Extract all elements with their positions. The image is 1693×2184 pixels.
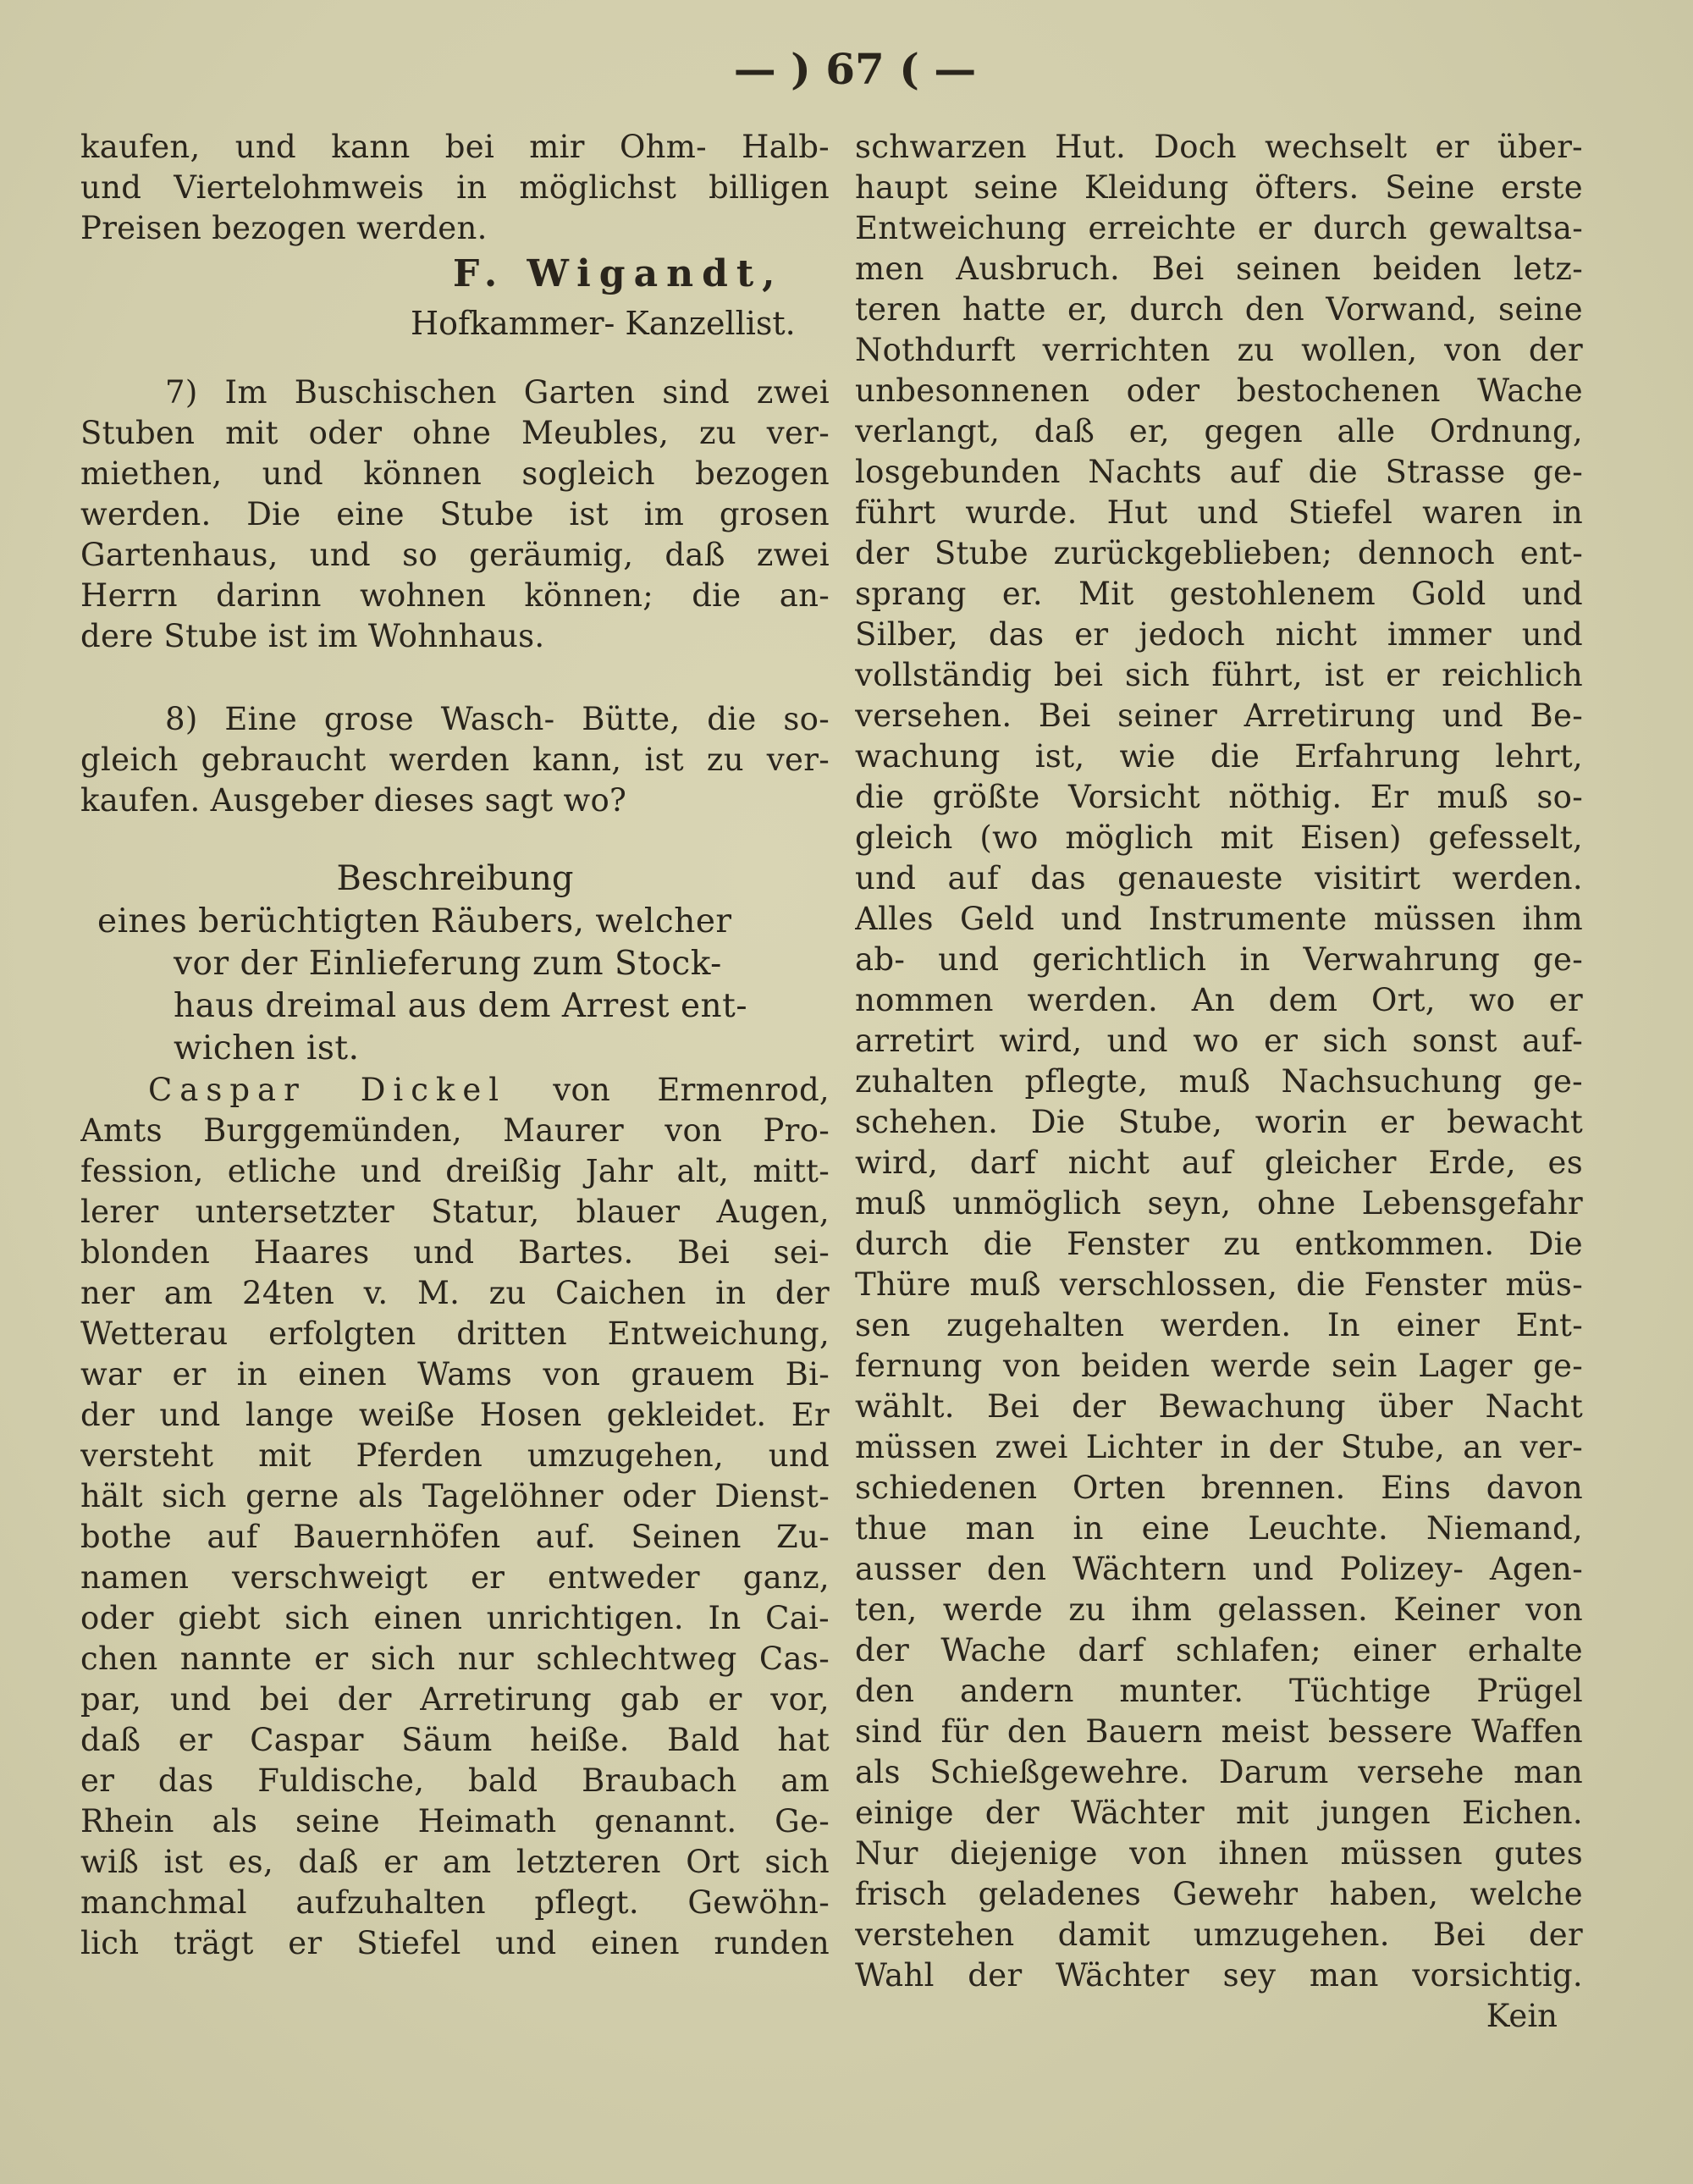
text-line: Wetterau erfolgten dritten Entweichung, [80,1315,830,1352]
text-line: führt wurde. Hut und Stiefel waren in [855,494,1583,531]
text-line: miethen, und können sogleich bezogen [80,455,830,492]
text-line: fernung von beiden werde sein Lager ge- [855,1348,1583,1384]
text-line: versteht mit Pferden umzugehen, und [80,1437,830,1474]
text-line: schehen. Die Stube, worin er bewacht [855,1104,1583,1140]
text-line: werden. Die eine Stube ist im grosen [80,496,830,532]
ad-continued [80,127,830,347]
text-line: versehen. Bei seiner Arretirung und Be- [855,698,1583,734]
text-line: war er in einen Wams von grauem Bi- [80,1356,830,1393]
text-line: verstehen damit umzugehen. Bei der [855,1917,1583,1953]
section-subtitle: vor der Einlieferung zum Stock- [174,945,722,983]
text-line: dere Stube ist im Wohnhaus. [80,618,545,654]
text-line: vollständig bei sich führt, ist er reichlich [855,657,1583,693]
text-line: gleich (wo möglich mit Eisen) gefesselt, [855,819,1583,856]
text-line: arretirt wird, und wo er sich sonst auf- [855,1023,1583,1059]
text-line: sprang er. Mit gestohlenem Gold und [855,576,1583,612]
text-line: und auf das genaueste visitirt werden. [855,860,1583,896]
text-line: lerer untersetzter Statur, blauer Augen, [80,1194,830,1230]
text-line: kaufen, und kann bei mir Ohm- Halb- [80,129,830,165]
text-line: er das Fuldische, bald Braubach am [80,1762,830,1799]
text-line: ausser den Wächtern und Polizey- Agen- [855,1551,1583,1587]
section-title: Beschreibung [336,859,574,898]
text-line: hält sich gerne als Tagelöhner oder Dienst- [80,1478,830,1514]
text-line: und Viertelohmweis in möglichst billigen [80,169,830,206]
text-line: durch die Fenster zu entkommen. Die [855,1226,1583,1262]
text-line: wählt. Bei der Bewachung über Nacht [855,1388,1583,1425]
text-line: fession, etliche und dreißig Jahr alt, mitt- [80,1153,830,1189]
text-line: lich trägt er Stiefel und einen runden [80,1925,830,1961]
ad-8 [80,699,830,821]
text-line: 7) Im Buschischen Garten sind zwei [165,374,830,411]
text-line: Alles Geld und Instrumente müssen ihm [855,901,1583,937]
text-line: muß unmöglich seyn, ohne Lebensgefahr [855,1185,1583,1222]
text-line: Gartenhaus, und so geräumig, daß zwei [80,537,830,573]
text-line: men Ausbruch. Bei seinen beiden letz- [855,251,1583,287]
text-line: 8) Eine grose Wasch- Bütte, die so- [165,701,830,737]
text-line: ab- und gerichtlich in Verwahrung ge- [855,941,1583,978]
text-line: sind für den Bauern meist bessere Waffen [855,1713,1583,1750]
text-line: schiedenen Orten brennen. Eins davon [855,1470,1583,1506]
text-line: der Wache darf schlafen; einer erhalte [855,1632,1583,1668]
right-column [855,127,1583,2037]
text-fragment: von Ermenrod, [553,1072,830,1108]
signature-name: F. Wigandt, [453,252,784,295]
text-line: bothe auf Bauernhöfen auf. Seinen Zu- [80,1519,830,1555]
text-line: nommen werden. An dem Ort, wo er [855,982,1583,1018]
catchword: Kein [1486,1998,1558,2034]
text-line: ner am 24ten v. M. zu Caichen in der [80,1275,830,1311]
text-line: als Schießgewehre. Darum versehe man [855,1754,1583,1790]
text-line: wachung ist, wie die Erfahrung lehrt, [855,738,1583,775]
person-name: Caspar Dickel [148,1072,507,1108]
section-subtitle: haus dreimal aus dem Arrest ent- [174,987,748,1025]
text-line: ten, werde zu ihm gelassen. Keiner von [855,1591,1583,1628]
text-line: einige der Wächter mit jungen Eichen. [855,1795,1583,1831]
text-line: Silber, das er jedoch nicht immer und [855,616,1583,653]
text-line: teren hatte er, durch den Vorwand, seine [855,291,1583,328]
left-column [80,127,830,1964]
text-line: Rhein als seine Heimath genannt. Ge- [80,1803,830,1839]
text-line: schwarzen Hut. Doch wechselt er über- [855,129,1583,165]
text-line: Stuben mit oder ohne Meubles, zu ver- [80,415,830,451]
text-line: gleich gebraucht werden kann, ist zu ver- [80,742,830,778]
text-line: Entweichung erreichte er durch gewaltsa- [855,210,1583,246]
text-line: kaufen. Ausgeber dieses sagt wo? [80,782,627,819]
page-number-header: — ) 67 ( — [733,44,977,94]
section-subtitle: wichen ist. [174,1029,360,1067]
text-line: Amts Burggemünden, Maurer von Pro- [80,1112,830,1149]
text-line [80,1070,830,1111]
criminal-description [80,857,830,1964]
section-subtitle: eines berüchtigten Räubers, welcher [97,902,732,940]
text-line: der und lange weiße Hosen gekleidet. Er [80,1397,830,1433]
text-line: Wahl der Wächter sey man vorsichtig. [855,1957,1583,1994]
signature-title: Hofkammer- Kanzellist. [411,305,796,342]
ad-7 [80,372,830,657]
text-line: Preisen bezogen werden. [80,210,488,246]
text-line: zuhalten pflegte, muß Nachsuchung ge- [855,1063,1583,1100]
text-line: Thüre muß verschlossen, die Fenster müs- [855,1266,1583,1303]
text-line: verlangt, daß er, gegen alle Ordnung, [855,413,1583,449]
text-line: namen verschweigt er entweder ganz, [80,1559,830,1596]
text-line: Herrn darinn wohnen können; die an- [80,577,830,614]
text-line: frisch geladenes Gewehr haben, welche [855,1876,1583,1912]
text-line: manchmal aufzuhalten pflegt. Gewöhn- [80,1884,830,1921]
text-line: thue man in eine Leuchte. Niemand, [855,1510,1583,1547]
text-line: müssen zwei Lichter in der Stube, an ver- [855,1429,1583,1465]
text-line: Nur diejenige von ihnen müssen gutes [855,1835,1583,1872]
text-line: blonden Haares und Bartes. Bei sei- [80,1234,830,1271]
text-line: den andern munter. Tüchtige Prügel [855,1673,1583,1709]
text-line: unbesonnenen oder bestochenen Wache [855,372,1583,409]
text-line: sen zugehalten werden. In einer Ent- [855,1307,1583,1343]
text-line: Nothdurft verrichten zu wollen, von der [855,332,1583,368]
text-line: wiß ist es, daß er am letzteren Ort sich [80,1844,830,1880]
text-line: chen nannte er sich nur schlechtweg Cas- [80,1641,830,1677]
text-line: wird, darf nicht auf gleicher Erde, es [855,1144,1583,1181]
text-line: par, und bei der Arretirung gab er vor, [80,1681,830,1718]
text-line: die größte Vorsicht nöthig. Er muß so- [855,779,1583,815]
text-line: daß er Caspar Säum heiße. Bald hat [80,1722,830,1758]
text-line: losgebunden Nachts auf die Strasse ge- [855,454,1583,490]
text-line: oder giebt sich einen unrichtigen. In Cai- [80,1600,830,1636]
text-line: haupt seine Kleidung öfters. Seine erste [855,169,1583,206]
text-line: der Stube zurückgeblieben; dennoch ent- [855,535,1583,571]
